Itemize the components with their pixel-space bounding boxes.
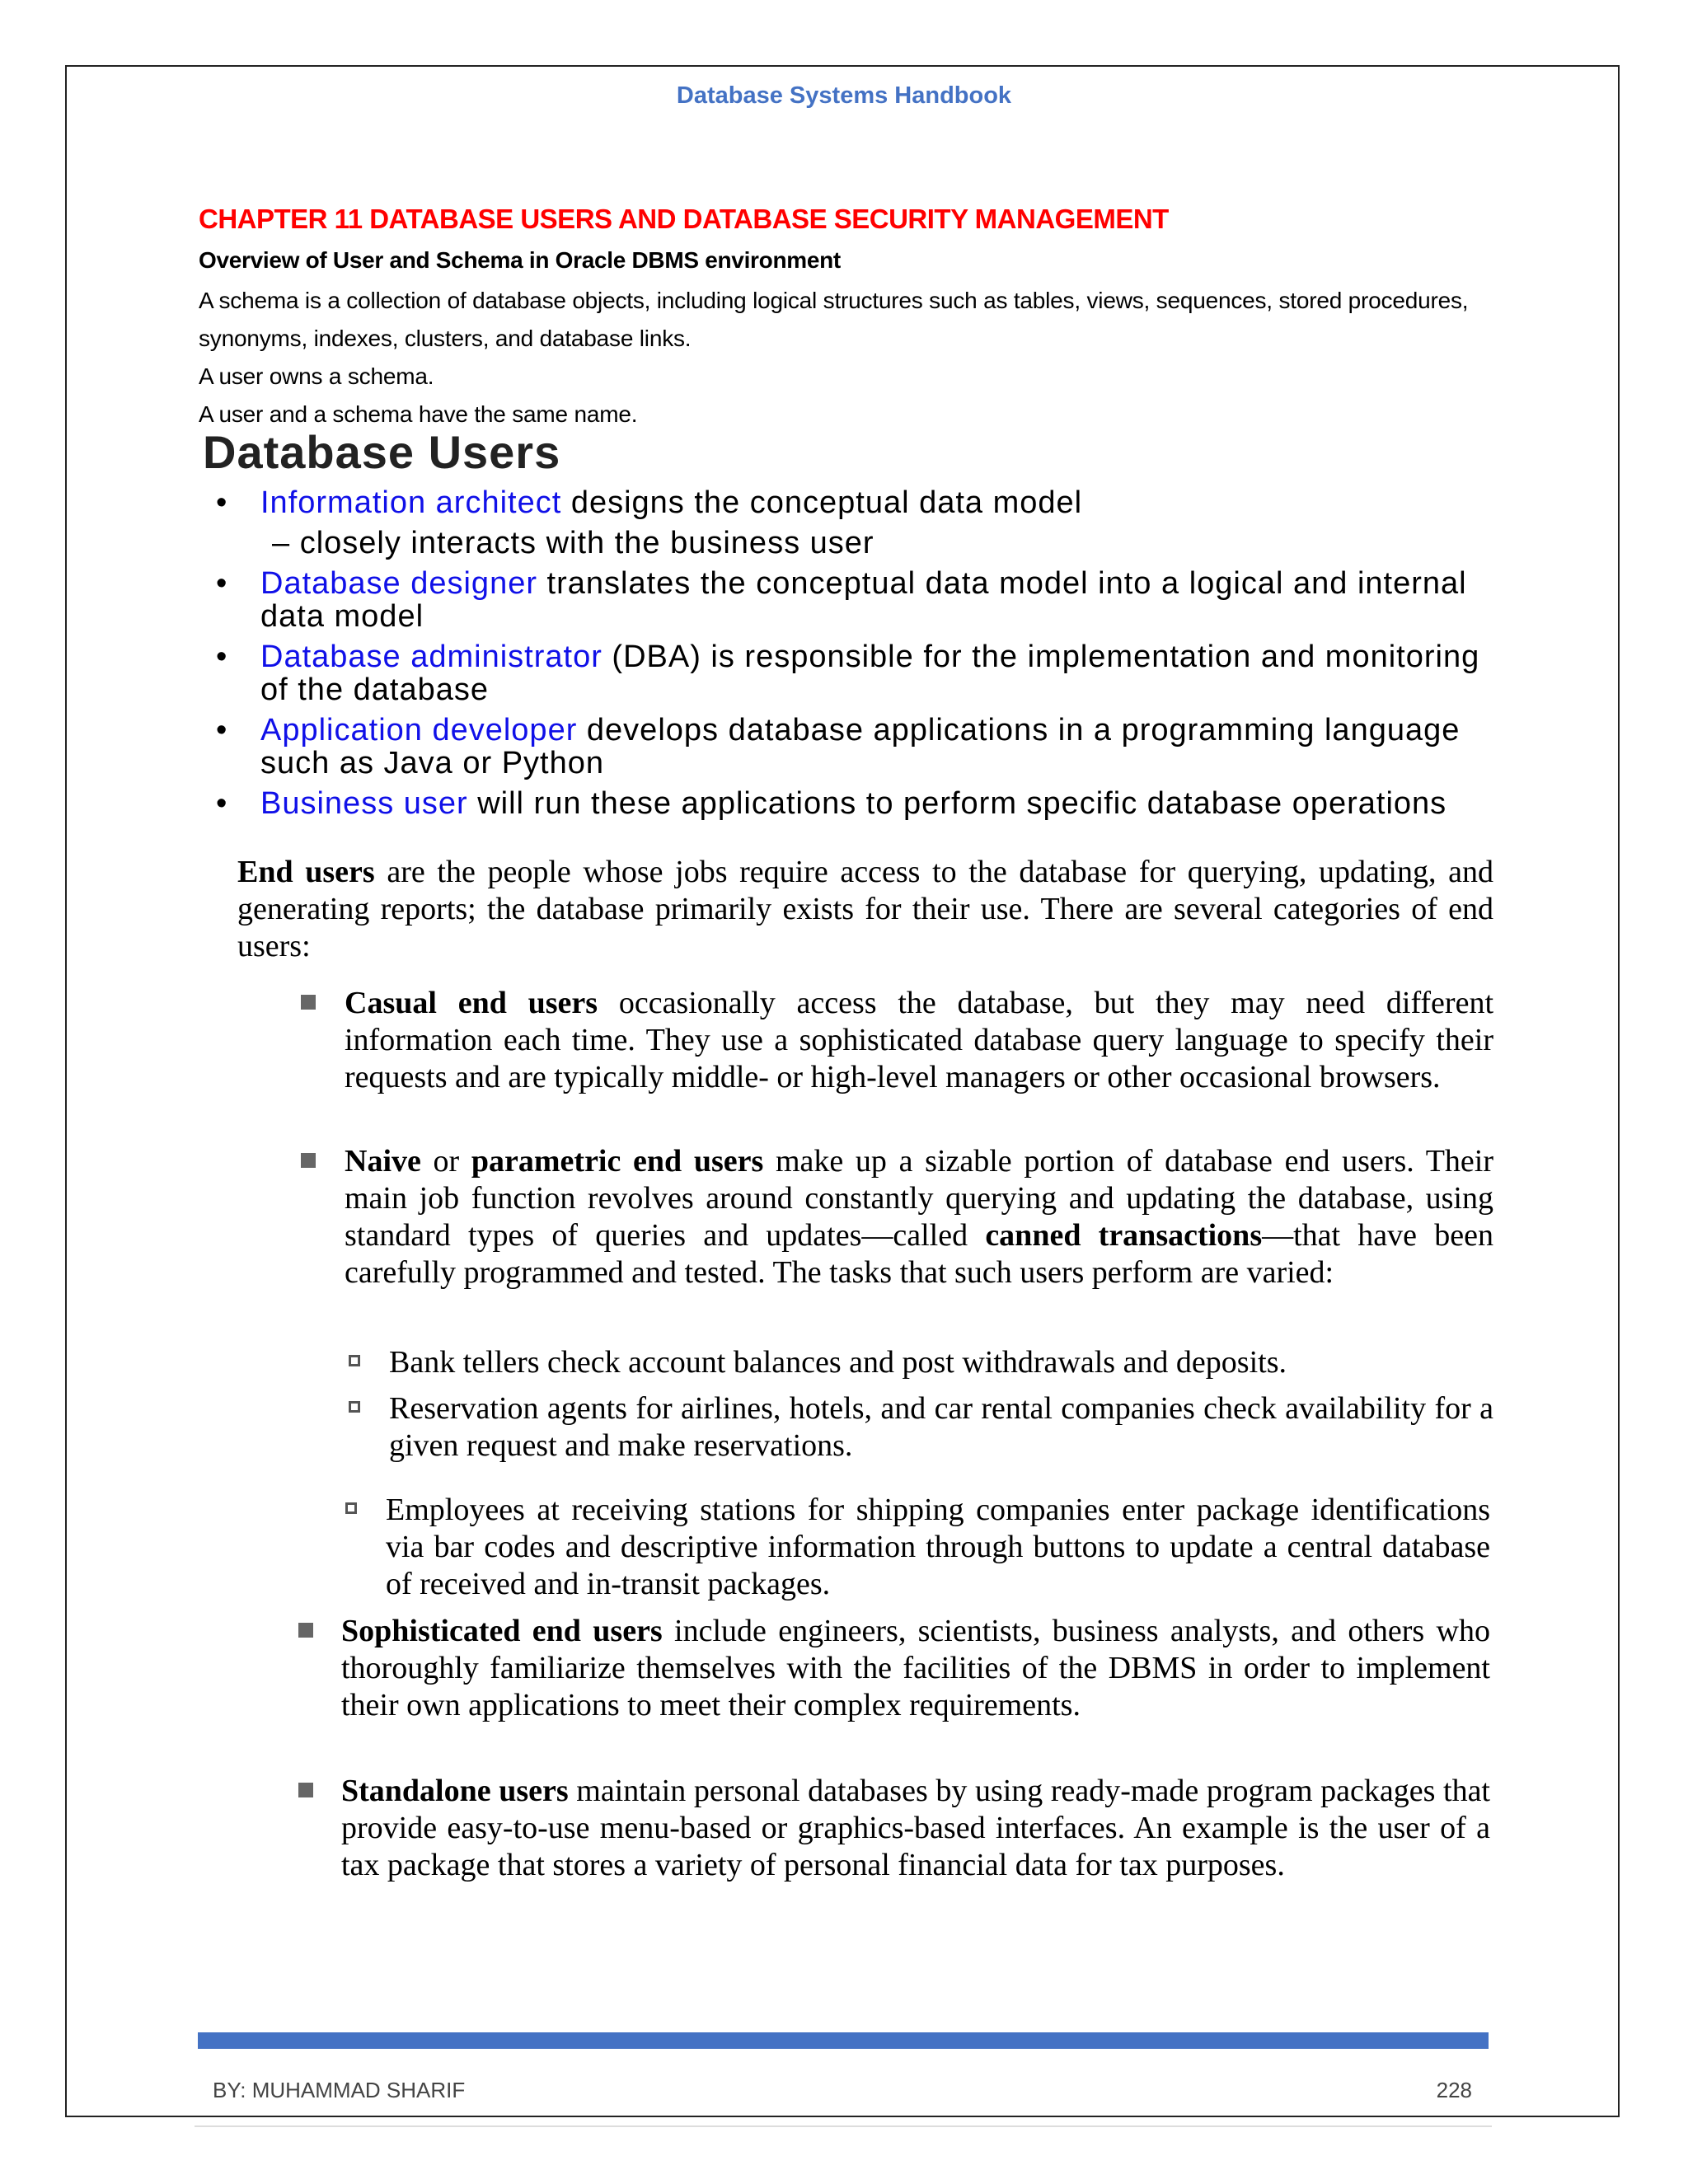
- role-item: [216, 714, 1502, 780]
- category-text: make up a sizable portion of database end users. Their main job function revolves around constantly querying and updating the database, using standard types of queries and updates—called: [345, 1144, 1494, 1253]
- bullet-icon: •: [216, 786, 228, 821]
- role-description: develops database applications in a programming language such as Java or Python: [260, 713, 1461, 780]
- naive-example: [386, 1492, 1490, 1603]
- bottom-rule: [195, 2125, 1492, 2127]
- database-users-list: [216, 486, 1502, 827]
- end-users-term: End users: [237, 855, 375, 889]
- category-term: parametric end users: [471, 1144, 764, 1179]
- hollow-square-bullet-icon: [349, 1401, 360, 1413]
- category-standalone: [341, 1773, 1490, 1884]
- end-users-text: are the people whose jobs require access to the database for querying, updating, and generating reports; the database primarily exists for their use. There are several categories of end users:: [237, 855, 1493, 963]
- header-title: Database Systems Handbook: [676, 82, 1012, 109]
- footer-accent-bar: [198, 2032, 1489, 2049]
- category-term: Naive: [345, 1144, 421, 1179]
- category-naive: [345, 1143, 1493, 1291]
- category-text: —that have been carefully programmed and tested. The tasks that such users perform are varied:: [345, 1218, 1493, 1290]
- intro-paragraph: A user owns a schema.: [199, 363, 434, 389]
- intro-text: [199, 282, 1517, 434]
- category-text: occasionally access the database, but they may need different information each time. They use a sophisticated database query language to specify their requests and are typically middle- or high-level managers or other occasional browsers.: [345, 986, 1494, 1094]
- square-bullet-icon: [298, 1623, 313, 1638]
- category-term: Sophisticated end users: [341, 1614, 663, 1648]
- hollow-square-bullet-icon: [345, 1502, 357, 1514]
- role-description: translates the conceptual data model into a logical and internal data model: [260, 566, 1467, 634]
- role-term: Business user: [260, 786, 468, 821]
- category-text: include engineers, scientists, business analysts, and others who thoroughly familiarize themselves with the facilities of the DBMS in order to implement their own applications to meet their complex requirements.: [341, 1614, 1490, 1722]
- role-term: Database administrator: [260, 640, 603, 674]
- role-description: (DBA) is responsible for the implementation and monitoring of the database: [260, 640, 1480, 707]
- example-text: Bank tellers check account balances and post withdrawals and deposits.: [389, 1345, 1287, 1380]
- role-description: designs the conceptual data model: [561, 485, 1083, 520]
- example-text: Reservation agents for airlines, hotels, and car rental companies check availability for a given request and make reservations.: [389, 1391, 1493, 1463]
- role-description: will run these applications to perform specific database operations: [467, 786, 1447, 821]
- category-term: canned transactions: [985, 1218, 1263, 1253]
- role-item: [216, 640, 1502, 706]
- naive-example: [389, 1344, 1493, 1381]
- bullet-icon: •: [216, 566, 228, 601]
- example-text: Employees at receiving stations for shipping companies enter package identifications via bar codes and descriptive information through buttons to update a central database of received and in-transit packages.: [386, 1493, 1490, 1601]
- square-bullet-icon: [301, 1153, 316, 1168]
- bullet-icon: •: [216, 485, 228, 520]
- intro-paragraph: A schema is a collection of database objects, including logical structures such as tables, views, sequences, stored procedures, synonyms, indexes, clusters, and database links.: [199, 288, 1469, 351]
- square-bullet-icon: [301, 995, 316, 1010]
- role-sub-item: – closely interacts with the business user: [272, 526, 874, 560]
- role-term: Database designer: [260, 566, 537, 601]
- category-term: Casual end users: [345, 986, 598, 1020]
- role-item: [216, 787, 1502, 820]
- square-bullet-icon: [298, 1783, 313, 1797]
- category-term: Standalone users: [341, 1774, 569, 1808]
- role-term: Information architect: [260, 485, 562, 520]
- category-text: maintain personal databases by using ready-made program packages that provide easy-to-use menu-based or graphics-based interfaces. An example is the user of a tax package that stores a variety of personal financial data for tax purposes.: [341, 1774, 1490, 1882]
- naive-example: [389, 1390, 1493, 1465]
- end-users-paragraph: [237, 854, 1493, 965]
- category-casual: [345, 985, 1493, 1096]
- overview-title: Overview of User and Schema in Oracle DBMS environment: [199, 247, 841, 273]
- role-item: [216, 486, 1502, 519]
- footer-author: BY: MUHAMMAD SHARIF: [213, 2078, 466, 2102]
- page-number: 228: [1436, 2078, 1472, 2102]
- intro-paragraph: A user and a schema have the same name.: [199, 401, 638, 427]
- chapter-title: CHAPTER 11 DATABASE USERS AND DATABASE SECURITY MANAGEMENT: [199, 204, 1169, 234]
- category-sophisticated: [341, 1613, 1490, 1724]
- hollow-square-bullet-icon: [349, 1355, 360, 1366]
- role-term: Application developer: [260, 713, 578, 748]
- category-text: or: [420, 1144, 471, 1179]
- database-users-heading: Database Users: [203, 426, 561, 478]
- role-item: [216, 567, 1502, 633]
- bullet-icon: •: [216, 713, 228, 748]
- bullet-icon: •: [216, 640, 228, 674]
